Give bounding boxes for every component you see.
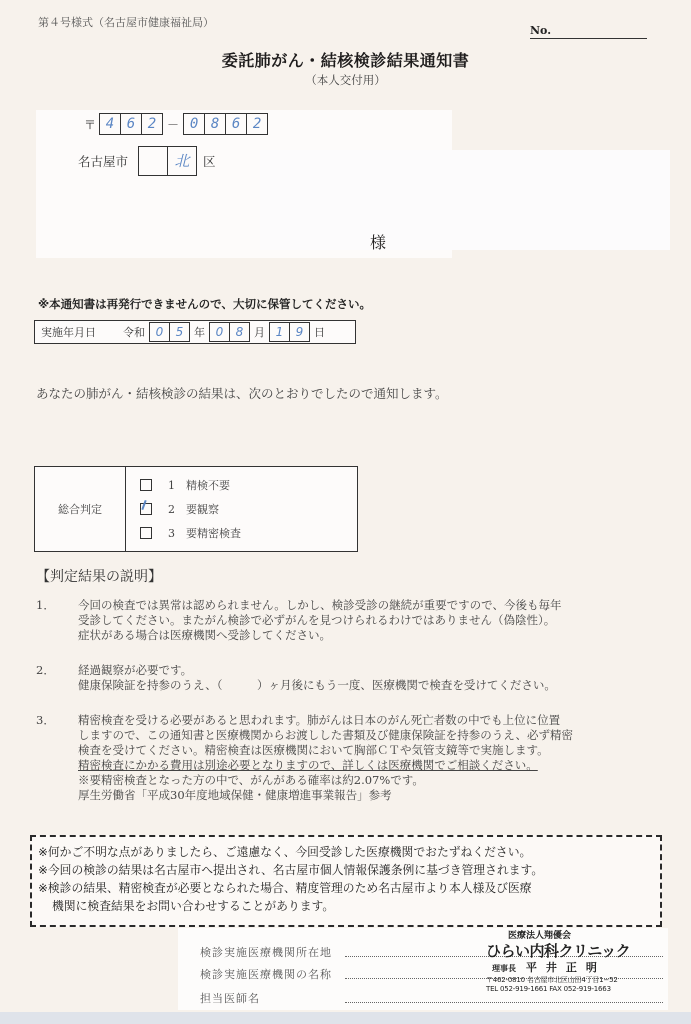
item-line: 検査を受けてください。精密検査は医療機関において胸部ＣＴや気管支鏡等で実施します。: [78, 743, 549, 757]
month-unit: 月: [254, 326, 265, 339]
ward-suffix: 区: [203, 154, 216, 169]
postal-digit: 0: [184, 114, 205, 134]
note-line: 機関に検査結果をお問い合わせすることがあります。: [52, 899, 335, 913]
item-line: 受診してください。またがん検診で必ずがんを見つけられるわけではありません（偽陰性）。: [78, 613, 556, 627]
year-boxes: [149, 322, 190, 342]
note-line: ※今回の検診の結果は名古屋市へ提出され、名古屋市個人情報保護条例に基づき管理されます。: [38, 863, 544, 877]
item-line: ※要精密検査となった方の中で、がんがある確率は約2.07%です。: [78, 773, 424, 787]
item-line: 症状がある場合は医療機関へ受診してください。: [78, 628, 331, 642]
postal-mark: 〒: [84, 117, 97, 132]
era-label: 令和: [123, 326, 145, 339]
postal-code-part1: [99, 113, 163, 135]
stamp-director: [492, 959, 630, 975]
postal-digit: 6: [226, 114, 247, 134]
form-number: 第４号様式（名古屋市健康福祉局）: [38, 16, 214, 29]
stamp-director-role: 理事長: [492, 964, 516, 973]
ward-boxes: [138, 146, 197, 176]
postal-code-part2: [183, 113, 268, 135]
document-title: 委託肺がん・結核検診結果通知書: [221, 51, 470, 70]
option-number: 3: [168, 526, 175, 540]
option-label: 要観察: [186, 503, 219, 516]
month-digit: 0: [210, 323, 230, 341]
item-line: 経過観察が必要です。: [78, 663, 193, 677]
exam-date-label: 実施年月日: [41, 326, 96, 339]
institution-address-label: 検診実施医療機関所在地: [200, 946, 332, 959]
option-number: 1: [168, 478, 175, 492]
year-unit: 年: [194, 326, 205, 339]
clinic-stamp: [486, 928, 630, 993]
note-line: ※何かご不明な点がありましたら、ご遠慮なく、今回受診した医療機関でおたずねください。: [38, 845, 532, 859]
scan-edge: [0, 1012, 691, 1024]
item-line: 精密検査を受ける必要があると思われます。肺がんは日本のがん死亡者数の中でも上位に位置: [78, 713, 561, 727]
year-digit: 0: [150, 323, 170, 341]
judgment-label: 総合判定: [35, 467, 126, 551]
stamp-corporation: 医療法人翔優会: [508, 931, 572, 941]
option-label: 要精密検査: [186, 527, 241, 540]
institution-name-label: 検診実施医療機関の名称: [200, 968, 332, 981]
explanation-heading: 【判定結果の説明】: [36, 569, 162, 585]
item-line-underlined: 精密検査にかかる費用は別途必要となりますので、詳しくは医療機関でご相談ください。: [78, 758, 538, 772]
item-line: 厚生労働省「平成30年度地域保健・健康増進事業報告」参考: [78, 788, 392, 802]
day-unit: 日: [314, 326, 325, 339]
day-digit: 1: [270, 323, 290, 341]
exam-date-field[interactable]: [34, 320, 356, 344]
note-line: ※検診の結果、精密検査が必要となられた場合、精度管理のため名古屋市より本人様及び医療: [38, 881, 532, 895]
judgment-option-3[interactable]: [140, 521, 357, 545]
stamp-address: 〒462-0810 名古屋市北区山田4丁目1−52: [486, 976, 618, 984]
postal-digit: 6: [121, 114, 142, 134]
postal-digit: 4: [100, 114, 121, 134]
month-boxes: [209, 322, 250, 342]
day-boxes: [269, 322, 310, 342]
document-number-field[interactable]: No.: [530, 24, 647, 39]
judgment-option-1[interactable]: [140, 473, 357, 497]
doctor-name-label: 担当医師名: [200, 992, 260, 1005]
stamp-clinic-name: ひらい内科クリニック: [486, 942, 631, 960]
postal-digit: 2: [252, 116, 262, 132]
postal-digit: 2: [147, 116, 157, 132]
recipient-honorific: 様: [370, 233, 387, 252]
item-number: 2．: [36, 663, 55, 677]
option-label: 精検不要: [186, 479, 230, 492]
important-notes-box: [30, 835, 662, 927]
overall-judgment-table: [34, 466, 358, 552]
checkbox-unchecked-icon[interactable]: [140, 527, 152, 539]
city-ward-field[interactable]: [78, 146, 216, 176]
month-digit: 8: [235, 325, 244, 339]
city-label: 名古屋市: [78, 154, 129, 169]
document-subtitle: （本人交付用）: [305, 73, 386, 87]
reissue-notice: ※本通知書は再発行できませんので、大切に保管してください。: [38, 297, 371, 311]
option-number: 2: [168, 502, 175, 516]
stamp-tel: TEL 052-919-1661 FAX 052-919-1663: [486, 985, 611, 993]
judgment-options: [126, 467, 357, 551]
postal-digit: 8: [205, 114, 226, 134]
ward-box: [139, 147, 168, 175]
item-line: 健康保険証を持参のうえ、（ ）ヶ月後にもう一度、医療機関で検査を受けてください。: [78, 678, 556, 692]
ward-box: 北: [174, 152, 190, 170]
postal-code-field[interactable]: [84, 113, 268, 135]
checkbox-unchecked-icon[interactable]: [140, 479, 152, 491]
item-number: 1．: [36, 598, 55, 612]
item-number: 3．: [36, 713, 55, 727]
item-line: しますので、この通知書と医療機関からお渡しした書類及び健康保険証を持参のうえ、必ず精密: [78, 728, 573, 742]
intro-text: あなたの肺がん・結核検診の結果は、次のとおりでしたので通知します。: [36, 386, 448, 401]
checkbox-checked-icon[interactable]: [140, 503, 152, 515]
stamp-director-name: 平井正明: [525, 961, 606, 974]
judgment-option-2[interactable]: [140, 497, 357, 521]
item-line: 今回の検査では異常は認められません。しかし、検診受診の継続が重要ですので、今後も毎年: [78, 598, 562, 612]
day-digit: 9: [295, 325, 304, 339]
address-redaction-panel-2: [260, 150, 670, 250]
year-digit: 5: [175, 325, 184, 339]
postal-dash: －: [167, 117, 180, 132]
